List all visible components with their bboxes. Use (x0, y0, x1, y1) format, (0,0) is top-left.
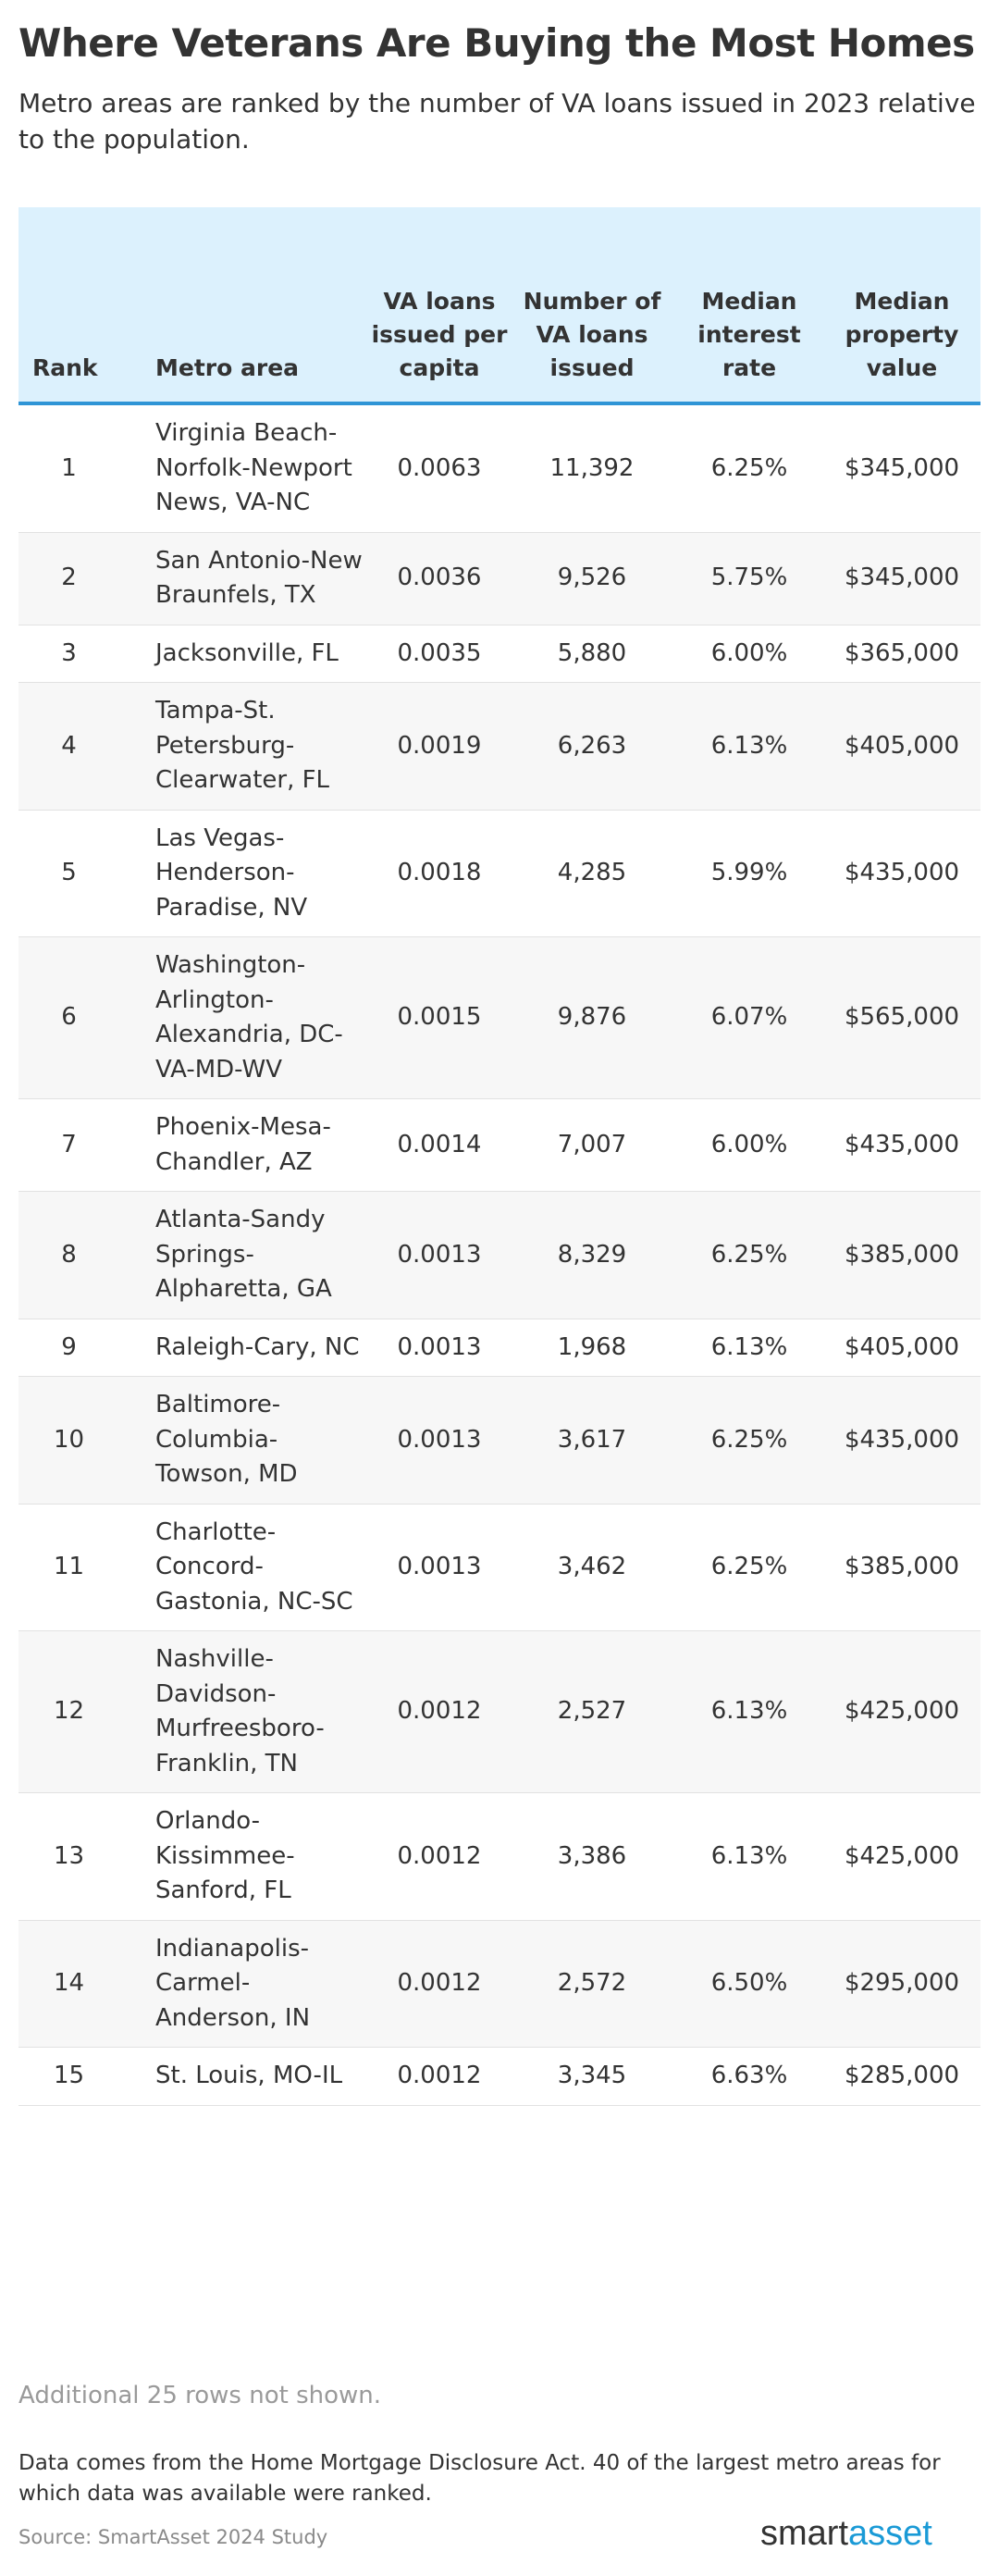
per-capita-cell: 0.0013 (370, 1319, 509, 1377)
rank-cell: 1 (18, 403, 155, 532)
rank-cell: 2 (18, 532, 155, 625)
per-capita-cell: 0.0015 (370, 937, 509, 1099)
col-header-property-value[interactable]: Median property value (823, 207, 980, 403)
logo-text-smart: smart (760, 2514, 848, 2553)
metro-area-cell: St. Louis, MO-IL (155, 2048, 370, 2106)
per-capita-cell: 0.0012 (370, 1920, 509, 2048)
metro-area-cell: Orlando-Kissimmee-Sanford, FL (155, 1793, 370, 1921)
interest-rate-cell: 6.13% (675, 1319, 823, 1377)
rank-cell: 12 (18, 1631, 155, 1793)
table-row (18, 1920, 980, 2048)
col-header-rank[interactable]: Rank (18, 207, 155, 403)
metro-area-cell: Las Vegas-Henderson-Paradise, NV (155, 810, 370, 937)
rank-cell: 7 (18, 1099, 155, 1192)
per-capita-cell: 0.0035 (370, 625, 509, 683)
property-value-cell: $405,000 (823, 1319, 980, 1377)
interest-rate-cell: 5.75% (675, 532, 823, 625)
rank-cell: 11 (18, 1504, 155, 1631)
table-row (18, 625, 980, 683)
per-capita-cell: 0.0036 (370, 532, 509, 625)
logo-wordmark (760, 2514, 932, 2553)
interest-rate-cell: 6.25% (675, 1504, 823, 1631)
col-header-loans-issued[interactable]: Number of VA loans issued (509, 207, 675, 403)
page-subtitle: Metro areas are ranked by the number of VA loans issued in 2023 relative to the population. (18, 88, 976, 155)
table-row (18, 532, 980, 625)
source-line: Source: SmartAsset 2024 Study (18, 2526, 328, 2548)
table-header (18, 207, 980, 403)
loans-issued-cell: 1,968 (509, 1319, 675, 1377)
interest-rate-cell: 6.00% (675, 1099, 823, 1192)
table-row (18, 2048, 980, 2106)
loans-issued-cell: 6,263 (509, 683, 675, 811)
col-header-interest-rate[interactable]: Median interest rate (675, 207, 823, 403)
methodology-footnote: Data comes from the Home Mortgage Disclosure Act. 40 of the largest metro areas for which data was available were ranked. (18, 2451, 941, 2506)
page-title: Where Veterans Are Buying the Most Homes (18, 20, 975, 66)
rank-cell: 13 (18, 1793, 155, 1921)
rank-cell: 14 (18, 1920, 155, 2048)
metro-area-cell: Baltimore-Columbia-Towson, MD (155, 1377, 370, 1505)
smartasset-logo (760, 2509, 982, 2554)
interest-rate-cell: 6.63% (675, 2048, 823, 2106)
rank-cell: 8 (18, 1192, 155, 1319)
loans-issued-cell: 2,527 (509, 1631, 675, 1793)
per-capita-cell: 0.0013 (370, 1192, 509, 1319)
property-value-cell: $385,000 (823, 1504, 980, 1631)
table-row (18, 1319, 980, 1377)
table-row (18, 1192, 980, 1319)
loans-issued-cell: 8,329 (509, 1192, 675, 1319)
metro-area-cell: Charlotte-Concord-Gastonia, NC-SC (155, 1504, 370, 1631)
per-capita-cell: 0.0012 (370, 1793, 509, 1921)
rank-cell: 9 (18, 1319, 155, 1377)
per-capita-cell: 0.0013 (370, 1504, 509, 1631)
metro-area-cell: Washington-Arlington-Alexandria, DC-VA-MD-WV (155, 937, 370, 1099)
rows-not-shown-note: Additional 25 rows not shown. (18, 2382, 382, 2409)
loans-issued-cell: 11,392 (509, 403, 675, 532)
loans-issued-cell: 5,880 (509, 625, 675, 683)
property-value-cell: $405,000 (823, 683, 980, 811)
col-header-per-capita[interactable]: VA loans issued per capita (370, 207, 509, 403)
loans-issued-cell: 3,386 (509, 1793, 675, 1921)
metro-area-cell: Indianapolis-Carmel-Anderson, IN (155, 1920, 370, 2048)
table-row (18, 937, 980, 1099)
rank-cell: 5 (18, 810, 155, 937)
interest-rate-cell: 5.99% (675, 810, 823, 937)
property-value-cell: $565,000 (823, 937, 980, 1099)
table-body (18, 403, 980, 2105)
interest-rate-cell: 6.07% (675, 937, 823, 1099)
per-capita-cell: 0.0012 (370, 2048, 509, 2106)
metro-area-cell: Tampa-St. Petersburg-Clearwater, FL (155, 683, 370, 811)
data-table (18, 207, 980, 2106)
metro-area-cell: Jacksonville, FL (155, 625, 370, 683)
metro-area-cell: Atlanta-Sandy Springs-Alpharetta, GA (155, 1192, 370, 1319)
property-value-cell: $435,000 (823, 810, 980, 937)
loans-issued-cell: 9,876 (509, 937, 675, 1099)
interest-rate-cell: 6.13% (675, 1793, 823, 1921)
table-row (18, 810, 980, 937)
loans-issued-cell: 3,462 (509, 1504, 675, 1631)
loans-issued-cell: 3,345 (509, 2048, 675, 2106)
metro-area-cell: Phoenix-Mesa-Chandler, AZ (155, 1099, 370, 1192)
rank-cell: 6 (18, 937, 155, 1099)
property-value-cell: $425,000 (823, 1631, 980, 1793)
property-value-cell: $435,000 (823, 1377, 980, 1505)
property-value-cell: $385,000 (823, 1192, 980, 1319)
interest-rate-cell: 6.00% (675, 625, 823, 683)
property-value-cell: $345,000 (823, 403, 980, 532)
interest-rate-cell: 6.13% (675, 683, 823, 811)
interest-rate-cell: 6.50% (675, 1920, 823, 2048)
rank-cell: 10 (18, 1377, 155, 1505)
rank-cell: 15 (18, 2048, 155, 2106)
property-value-cell: $295,000 (823, 1920, 980, 2048)
loans-issued-cell: 3,617 (509, 1377, 675, 1505)
per-capita-cell: 0.0018 (370, 810, 509, 937)
loans-issued-cell: 2,572 (509, 1920, 675, 2048)
property-value-cell: $425,000 (823, 1793, 980, 1921)
table-row (18, 683, 980, 811)
table-row (18, 1631, 980, 1793)
interest-rate-cell: 6.25% (675, 1377, 823, 1505)
loans-issued-cell: 4,285 (509, 810, 675, 937)
per-capita-cell: 0.0012 (370, 1631, 509, 1793)
interest-rate-cell: 6.25% (675, 1192, 823, 1319)
table-row (18, 1793, 980, 1921)
per-capita-cell: 0.0063 (370, 403, 509, 532)
table-row (18, 1504, 980, 1631)
table-row (18, 1099, 980, 1192)
per-capita-cell: 0.0013 (370, 1377, 509, 1505)
header-row (18, 207, 980, 403)
loans-issued-cell: 9,526 (509, 532, 675, 625)
metro-area-cell: Raleigh-Cary, NC (155, 1319, 370, 1377)
property-value-cell: $365,000 (823, 625, 980, 683)
table-row (18, 1377, 980, 1505)
per-capita-cell: 0.0014 (370, 1099, 509, 1192)
per-capita-cell: 0.0019 (370, 683, 509, 811)
interest-rate-cell: 6.13% (675, 1631, 823, 1793)
property-value-cell: $435,000 (823, 1099, 980, 1192)
logo-text-asset: asset (848, 2514, 932, 2553)
property-value-cell: $285,000 (823, 2048, 980, 2106)
metro-area-cell: San Antonio-New Braunfels, TX (155, 532, 370, 625)
interest-rate-cell: 6.25% (675, 403, 823, 532)
col-header-metro-area[interactable]: Metro area (155, 207, 370, 403)
table-row (18, 403, 980, 532)
metro-area-cell: Virginia Beach-Norfolk-Newport News, VA-NC (155, 403, 370, 532)
loans-issued-cell: 7,007 (509, 1099, 675, 1192)
property-value-cell: $345,000 (823, 532, 980, 625)
metro-area-cell: Nashville-Davidson-Murfreesboro-Franklin, TN (155, 1631, 370, 1793)
rank-cell: 4 (18, 683, 155, 811)
rank-cell: 3 (18, 625, 155, 683)
